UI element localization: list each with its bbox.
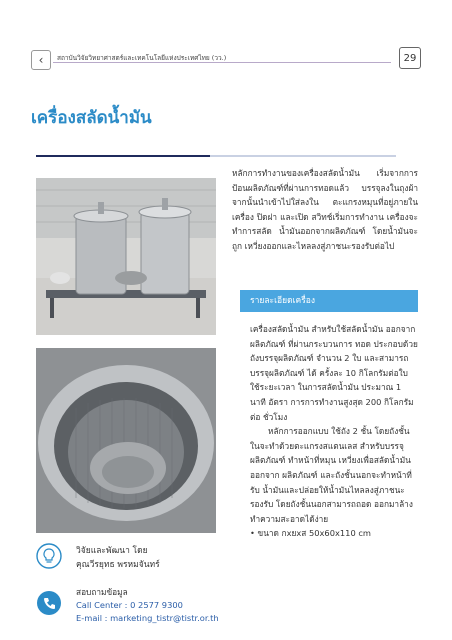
- intro-paragraph: หลักการทำงานของเครื่องสลัดน้ำมัน เริ่มจากการป้อนผลิตภัณฑ์ที่ผ่านการทอดแล้ว บรรจุลงในถุงผ้า จากนั้นนำเข้าไปใส่ลงใน ตะแกรงหมุนที่อยู่ภายในเครื่อง ปิดฝา และเปิด สวิทช์เริ่มการทำงาน เครื่องจะทำการสลัด น้ำมันออกจากผลิตภัณฑ์ โดยน้ำมันจะถูก เหวี่ยงออกและไหลลงสู่ภาชนะรองรับต่อไป: [232, 168, 418, 251]
- machine-photo: [36, 178, 216, 335]
- page-number: 29: [399, 47, 421, 69]
- page-title: เครื่องสลัดน้ำมัน: [31, 108, 152, 128]
- tank-interior-photo: [36, 348, 216, 533]
- developer-credit: [76, 544, 160, 572]
- contact-heading: สอบถามข้อมูล: [76, 587, 128, 597]
- phone-icon: [36, 590, 62, 616]
- chevron-left-icon: ‹: [38, 53, 44, 67]
- contact-info: [76, 586, 219, 625]
- details-heading: รายละเอียดเครื่อง: [240, 290, 418, 312]
- call-center[interactable]: Call Center : 0 2577 9300: [76, 600, 183, 610]
- developer-name: คุณวีรยุทธ พรหมจันทร์: [76, 560, 160, 570]
- details-body: [250, 322, 418, 541]
- header-title: สถาบันวิจัยวิทยาศาสตร์และเทคโนโลยีแห่งประเทศไทย (วว.): [57, 54, 227, 62]
- header-divider: [53, 62, 391, 63]
- back-button[interactable]: [31, 50, 51, 70]
- machine-illustration: [36, 178, 216, 335]
- tank-interior-illustration: [36, 348, 216, 533]
- lightbulb-icon: [36, 543, 62, 569]
- title-underline-light: [210, 155, 396, 157]
- details-paragraph: เครื่องสลัดน้ำมัน สำหรับใช้สลัดน้ำมัน ออกจากผลิตภัณฑ์ ที่ผ่านกระบวนการ ทอด ประกอบด้วยถังบรรจุผลิตภัณฑ์ จำนวน 2 ใบ และสามารถบรรจุผลิตภัณฑ์ ได้ ครั้งละ 10 กิโลกรัมต่อใบ ใช้ระยะเวลา ในการสลัดน้ำมัน ประมาณ 1 นาที อัตรา การการทำงานสูงสุด 200 กิโลกรัมต่อ ชั่วโมง: [250, 324, 418, 422]
- page-header: [31, 47, 421, 74]
- design-paragraph: หลักการออกแบบ ใช้ถัง 2 ชั้น โดยถังชั้นในจะทำด้วยตะแกรงสแตนเลส สำหรับบรรจุผลิตภัณฑ์ ทำหน้าที่หมุน เหวี่ยงเพื่อสลัดน้ำมันออกจาก ผลิตภัณฑ์ และถังชั้นนอกจะทำหน้าที่รับ น้ำมันและปล่อยให้น้ำมันไหลลงสู่ภาชนะ รองรับ โดยถังชั้นนอกสามารถถอด ออกมาล้างทำความสะอาดได้ง่าย: [250, 426, 413, 524]
- contact-email[interactable]: E-mail : marketing_tistr@tistr.or.th: [76, 613, 219, 623]
- size-spec: • ขนาด กxยxส 50x60x110 cm: [250, 528, 372, 539]
- developer-label: วิจัยและพัฒนา โดย: [76, 546, 148, 556]
